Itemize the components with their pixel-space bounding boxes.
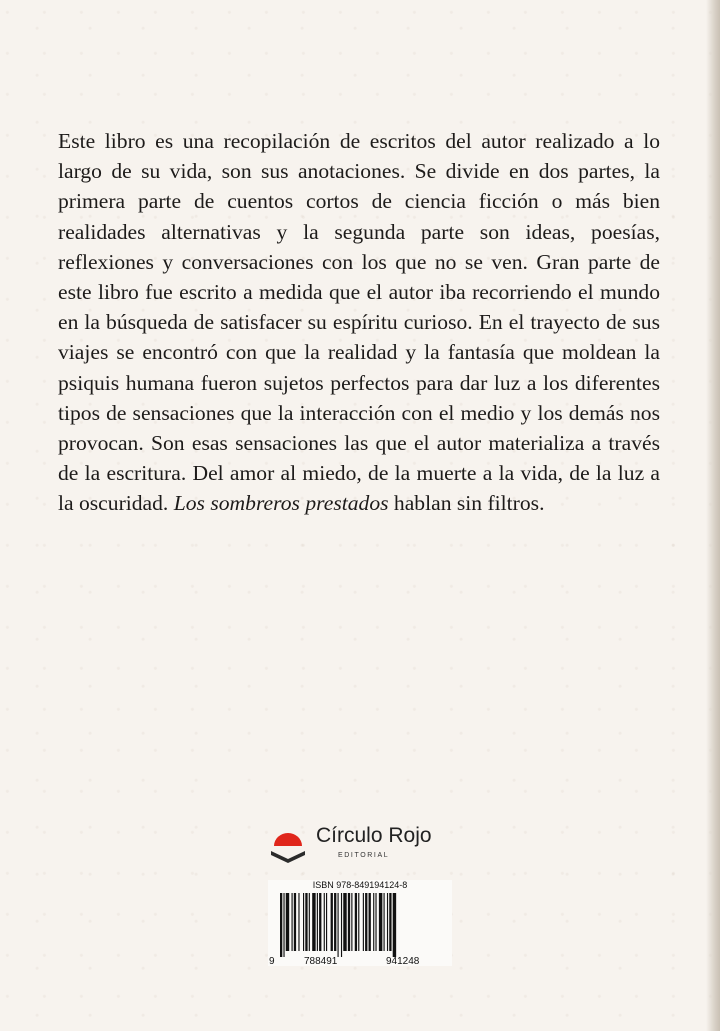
barcode-bar xyxy=(369,893,371,951)
barcode-bar xyxy=(334,893,336,951)
barcode-bar xyxy=(298,893,299,951)
barcode-bar xyxy=(363,893,364,951)
barcode-bar xyxy=(324,893,325,951)
barcode-bar xyxy=(355,893,357,951)
barcode-bar xyxy=(280,893,282,957)
barcode-bar xyxy=(338,893,339,957)
barcode-bar xyxy=(319,893,321,951)
barcode-bar xyxy=(309,893,310,951)
blurb-closing: hablan sin filtros. xyxy=(388,491,545,516)
barcode-bar xyxy=(351,893,352,951)
barcode-bar xyxy=(312,893,315,951)
barcode-bar xyxy=(305,893,307,951)
barcode-bar xyxy=(343,893,346,951)
barcode-bar xyxy=(375,893,376,951)
barcode-left-digits: 788491 xyxy=(304,956,338,966)
barcode-bar xyxy=(341,893,342,957)
isbn-label: ISBN 978-849194124-8 xyxy=(312,880,408,890)
blurb-paragraph xyxy=(58,126,660,519)
barcode-right-digits: 941248 xyxy=(386,956,420,966)
barcode-bar xyxy=(358,893,359,951)
publisher-logo-block xyxy=(268,822,468,872)
barcode-bar xyxy=(389,893,391,951)
barcode-bar xyxy=(348,893,350,951)
publisher-name: Círculo Rojo xyxy=(316,824,432,847)
barcode-bar xyxy=(286,893,289,951)
barcode-bar xyxy=(393,893,396,957)
barcode-bar xyxy=(365,893,367,951)
barcode-bar xyxy=(384,893,385,951)
publisher-subtitle: EDITORIAL xyxy=(338,852,390,859)
barcode-image xyxy=(268,893,452,966)
barcode-bar xyxy=(283,893,284,957)
book-title: Los sombreros prestados xyxy=(173,491,389,516)
barcode-bar xyxy=(294,893,296,951)
barcode-bar xyxy=(326,893,327,951)
cover-edge-shadow xyxy=(706,0,720,1031)
publisher-hat-icon xyxy=(268,824,308,864)
barcode-bar xyxy=(317,893,318,951)
barcode-bar xyxy=(292,893,293,951)
barcode-first-digit: 9 xyxy=(269,956,275,966)
barcode-bar xyxy=(303,893,304,951)
blurb-text: Este libro es una recopilación de escritos del autor realizado a lo largo de su vida, son sus anotaciones. Se divide en dos partes, la primera parte de cuentos cortos de ciencia ficción o más bien realidades alternativas y la segunda parte son ideas, poesías, reflexiones y conversaciones con los que no se ven. Gran parte de este libro fue escrito a medida que el autor iba recorriendo el mundo en la búsqueda de satisfacer su espíritu curioso. En el trayecto de sus viajes se encontró con que la realidad y la fantasía que moldean la psiquis humana fueron sujetos perfectos para dar luz a los diferentes tipos de sensaciones que la interacción con el medio y los demás nos provocan. Son esas sensaciones las que el autor materializa a través de la escritura. Del amor al miedo, de la muerte a la vida, de la luz a la oscuridad. xyxy=(58,129,660,516)
barcode-bar xyxy=(331,893,333,951)
barcode-bar xyxy=(373,893,374,951)
barcode-bar xyxy=(379,893,382,951)
barcode-bar xyxy=(387,893,388,951)
isbn-barcode xyxy=(268,880,452,966)
